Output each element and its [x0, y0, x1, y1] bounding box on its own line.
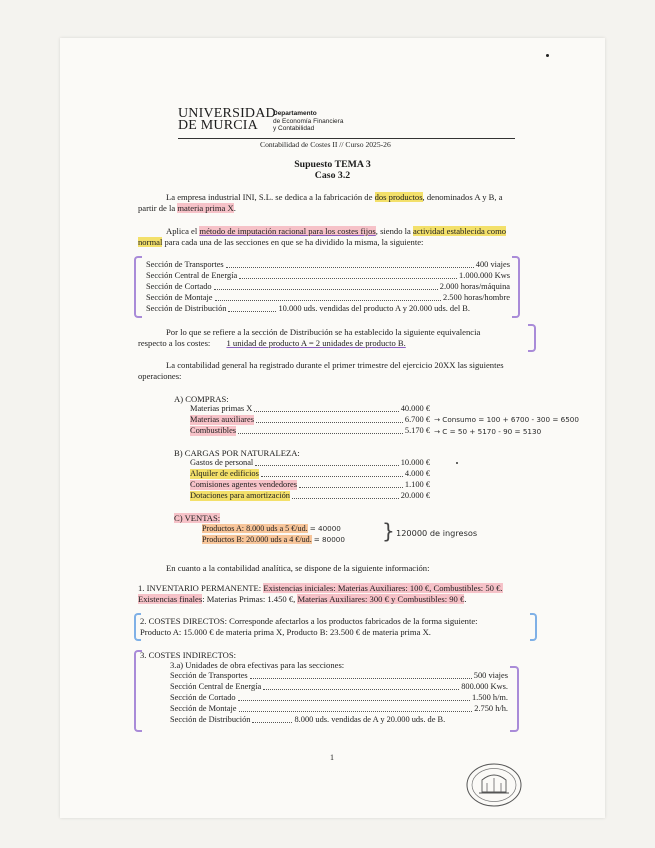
equivalence-paragraph: Por lo que se refiere a la sección de Distribución se ha establecido la siguiente equivalencia respecto a los costes: 1 unidad de producto A = 2 unidades de producto B.	[138, 327, 481, 348]
page-number: 1	[330, 753, 334, 762]
highlight-raw-material: materia prima X	[177, 202, 234, 213]
section-row-distribucion: Sección de Distribución 10.000 uds. vendidas del producto A y 20.000 uds. del B.	[146, 304, 470, 313]
highlight-normal: normal	[138, 236, 163, 247]
section-row-montaje: Sección de Montaje 2.500 horas/hombre	[146, 293, 510, 302]
cargas-row-personal: Gastos de personal 10.000 €	[190, 458, 430, 467]
department-text	[273, 110, 343, 133]
highlight-method: método de imputación racional para los costes fijos	[199, 226, 376, 236]
costes-indirectos-title: 3. COSTES INDIRECTOS:	[140, 650, 237, 660]
ventas-heading: C) VENTAS:	[174, 513, 221, 523]
handwritten-brace: }	[382, 519, 395, 543]
indirectos-row-montaje: Sección de Montaje 2.750 h/h.	[170, 704, 508, 713]
ventas-row-a: Productos A: 8.000 uds a 5 €/ud. = 40000	[202, 524, 341, 533]
ventas-row-b: Productos B: 20.000 uds a 4 €/ud. = 80000	[202, 535, 345, 544]
compras-row-materias-auxiliares: Materias auxiliares 6.700 €	[190, 415, 430, 424]
cargas-row-comisiones: Comisiones agentes vendedores 1.100 €	[190, 480, 430, 489]
department-line-2: de Economía Financiera	[273, 117, 344, 125]
handwritten-ventas-a: = 40000	[309, 524, 341, 533]
general-accounting-paragraph: La contabilidad general ha registrado durante el primer trimestre del ejercicio 20XX las siguientes operaciones:	[138, 360, 504, 381]
university-logo-text	[178, 108, 276, 132]
inventario-paragraph: 1. INVENTARIO PERMANENTE: Existencias iniciales: Materias Auxiliares: 100 €, Combustibles: 50 €. Existencias finales: Materias Primas: 1.450 €, Materias Auxiliares: 300 € y Combustibles: 90 €.	[138, 583, 503, 604]
handwritten-consumo-comb: → C = 50 + 5170 - 90 = 5130	[434, 427, 542, 436]
cargas-row-alquiler: Alquiler de edificios 4.000 €	[190, 469, 430, 478]
university-seal-icon	[465, 762, 523, 808]
blue-bracket-right	[530, 613, 537, 641]
handwritten-ingresos: 120000 de ingresos	[396, 528, 478, 538]
section-row-energia: Sección Central de Energía 1.000.000 Kws	[146, 271, 510, 280]
indirectos-row-cortado: Sección de Cortado 1.500 h/m.	[170, 693, 508, 702]
intro-paragraph-1: La empresa industrial INI, S.L. se dedica a la fabricación de dos productos, denominados A y B, a partir de la materia prima X.	[138, 192, 503, 213]
university-line-2: DE MURCIA	[178, 118, 258, 133]
highlight-finales-values: Materias Auxiliares: 300 € y Combustibles: 90 €	[297, 593, 465, 604]
analitica-paragraph: En cuanto a la contabilidad analítica, se dispone de la siguiente información:	[166, 563, 430, 573]
purple-bracket-equivalence	[528, 324, 536, 352]
highlight-existencias-iniciales: Existencias iniciales: Materias Auxiliares: 100 €, Combustibles: 50 €.	[263, 583, 503, 593]
handwritten-consumo-aux: → Consumo = 100 + 6700 - 300 = 6500	[434, 415, 579, 424]
compras-row-combustibles: Combustibles 5.170 €	[190, 426, 430, 435]
highlight-existencias-finales: Existencias finales	[138, 593, 203, 604]
indirectos-row-transportes: Sección de Transportes 500 viajes	[170, 671, 508, 680]
costes-indirectos-subtitle: 3.a) Unidades de obra efectivas para las secciones:	[170, 660, 345, 670]
highlight-two-products: dos productos	[374, 192, 423, 202]
university-line-1: UNIVERSIDAD	[178, 106, 276, 121]
department-line-3: y Contabilidad	[273, 125, 315, 132]
title-line-1: Supuesto TEMA 3	[294, 159, 371, 170]
indirectos-row-distribucion: Sección de Distribución 8.000 uds. vendidas de A y 20.000 uds. de B.	[170, 715, 446, 724]
department-line-1: Departamento	[273, 110, 317, 117]
section-row-transportes: Sección de Transportes 400 viajes	[146, 260, 510, 269]
scan-dot-mark-2	[456, 462, 458, 464]
scan-dot-mark	[546, 54, 549, 57]
header-rule	[178, 138, 515, 139]
compras-row-materias-primas: Materias primas X 40.000 €	[190, 404, 430, 413]
purple-bracket-left	[134, 256, 142, 318]
intro-paragraph-2: Aplica el método de imputación racional para los costes fijos, siendo la actividad establecida como normal para cada una de las secciones en que se ha dividido la misma, la siguiente:	[138, 226, 507, 247]
section-row-cortado: Sección de Cortado 2.000 horas/máquina	[146, 282, 510, 291]
course-label: Contabilidad de Costes II // Curso 2025-26	[260, 140, 391, 149]
indirectos-row-energia: Sección Central de Energía 800.000 Kws.	[170, 682, 508, 691]
title-line-2: Caso 3.2	[314, 170, 351, 181]
costes-directos-paragraph: 2. COSTES DIRECTOS: Corresponde afectarlos a los productos fabricados de la forma siguiente: Producto A: 15.000 € de materia prima X, Producto B: 23.500 € de materia prima X.	[140, 616, 478, 637]
handwritten-ventas-b: = 80000	[313, 535, 345, 544]
document-page	[60, 38, 605, 818]
purple-bracket-right	[512, 256, 520, 318]
purple-bracket-indirectos-right	[510, 666, 519, 732]
exercise-title	[60, 159, 605, 181]
highlight-activity: actividad establecida como	[413, 226, 507, 236]
cargas-row-amortizacion: Dotaciones para amortización 20.000 €	[190, 491, 430, 500]
equivalence-rule: 1 unidad de producto A = 2 unidades de producto B.	[226, 337, 406, 348]
compras-heading: A) COMPRAS:	[174, 394, 229, 404]
cargas-heading: B) CARGAS POR NATURALEZA:	[174, 448, 300, 458]
purple-bracket-indirectos-left	[134, 650, 142, 732]
